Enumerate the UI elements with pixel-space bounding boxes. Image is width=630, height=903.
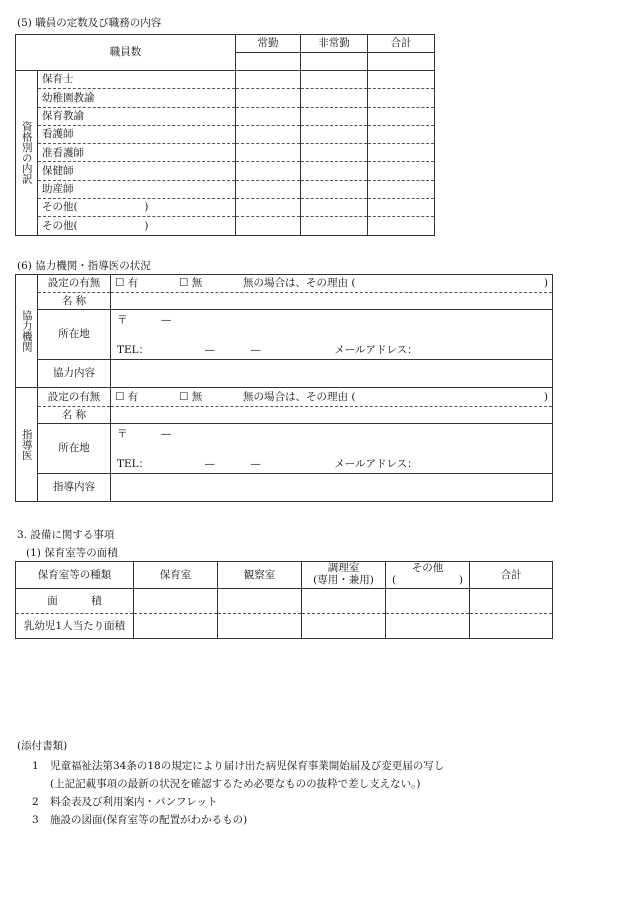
attachment-number: 1 bbox=[32, 760, 39, 772]
coop-name-field[interactable] bbox=[111, 293, 553, 310]
cell-area-total[interactable] bbox=[470, 589, 553, 614]
list-item bbox=[32, 812, 247, 827]
cell-part-time[interactable] bbox=[301, 89, 368, 107]
cell-area-observation[interactable] bbox=[218, 589, 302, 614]
qualification-label: その他( ) bbox=[38, 217, 236, 235]
cell-part-time[interactable] bbox=[301, 199, 368, 217]
header-staff-count: 職員数 bbox=[16, 35, 236, 71]
row-area-label: 面 積 bbox=[16, 589, 134, 614]
attachment-text: 料金表及び利用案内・パンフレット bbox=[50, 796, 218, 808]
doctor-opt-yes[interactable]: ☐ 有 bbox=[115, 390, 139, 403]
header-full-time: 常勤 bbox=[236, 35, 301, 53]
doctor-tel-dash-1: — bbox=[204, 458, 215, 470]
doctor-opt-no[interactable]: ☐ 無 bbox=[179, 390, 203, 403]
coop-tel-label: TEL： bbox=[117, 344, 150, 356]
coop-reason-close: ) bbox=[543, 277, 548, 290]
cell-full-time[interactable] bbox=[236, 162, 301, 180]
section-3-sub: (1) 保育室等の面積 bbox=[26, 547, 118, 559]
coop-content-label: 協力内容 bbox=[38, 360, 111, 388]
table-row bbox=[16, 125, 435, 143]
header-other-close: ) bbox=[458, 574, 463, 586]
cell-per-child-observation[interactable] bbox=[218, 614, 302, 639]
cell-total[interactable] bbox=[368, 199, 435, 217]
coop-tel-dash-1: — bbox=[204, 344, 215, 356]
qualification-label: 保育士 bbox=[38, 71, 236, 89]
doctor-content-label: 指導内容 bbox=[38, 474, 111, 502]
cell-staff-full-time[interactable] bbox=[236, 53, 301, 71]
table-row bbox=[16, 180, 435, 198]
coop-name-label: 名 称 bbox=[38, 293, 111, 310]
doctor-address-field[interactable] bbox=[111, 424, 553, 474]
table-row bbox=[16, 71, 435, 89]
cell-full-time[interactable] bbox=[236, 125, 301, 143]
doctor-tel-label: TEL： bbox=[117, 458, 150, 470]
cell-full-time[interactable] bbox=[236, 107, 301, 125]
cell-total[interactable] bbox=[368, 107, 435, 125]
header-area-total: 合計 bbox=[470, 562, 553, 589]
header-nursery-room: 保育室 bbox=[134, 562, 218, 589]
attachments-title: (添付書類) bbox=[17, 740, 68, 752]
cell-total[interactable] bbox=[368, 144, 435, 162]
cell-per-child-total[interactable] bbox=[470, 614, 553, 639]
coop-postal-dash: — bbox=[160, 314, 172, 326]
cell-part-time[interactable] bbox=[301, 162, 368, 180]
list-item bbox=[32, 776, 420, 791]
attachment-number: 2 bbox=[32, 796, 39, 808]
cell-area-kitchen[interactable] bbox=[302, 589, 386, 614]
doctor-content-field[interactable] bbox=[111, 474, 553, 502]
doctor-mail-label: メールアドレス： bbox=[334, 458, 418, 470]
coop-postal-mark: 〒 bbox=[117, 314, 128, 326]
header-other-open: ( bbox=[392, 574, 397, 586]
cell-staff-total[interactable] bbox=[368, 53, 435, 71]
coop-content-field[interactable] bbox=[111, 360, 553, 388]
cell-total[interactable] bbox=[368, 162, 435, 180]
coop-table bbox=[15, 274, 553, 502]
table-row bbox=[16, 162, 435, 180]
doctor-tel-dash-2: — bbox=[250, 458, 261, 470]
qualification-label: 准看護師 bbox=[38, 144, 236, 162]
attachment-text: (上記記載事項の最新の状況を確認するため必要なものの抜粋で差し支えない。) bbox=[50, 778, 421, 790]
cell-per-child-nursery[interactable] bbox=[134, 614, 218, 639]
cell-total[interactable] bbox=[368, 217, 435, 235]
section-6-title: (6) 協力機関・指導医の状況 bbox=[17, 260, 151, 272]
doctor-name-label: 名 称 bbox=[38, 407, 111, 424]
qualification-label: その他( ) bbox=[38, 199, 236, 217]
doctor-group-label: 指導医 bbox=[16, 388, 38, 502]
qualification-label: 保健師 bbox=[38, 162, 236, 180]
cell-per-child-kitchen[interactable] bbox=[302, 614, 386, 639]
cell-full-time[interactable] bbox=[236, 217, 301, 235]
qualification-label: 保育教諭 bbox=[38, 107, 236, 125]
coop-tel-dash-2: — bbox=[250, 344, 261, 356]
cell-full-time[interactable] bbox=[236, 89, 301, 107]
header-other: その他 bbox=[411, 562, 444, 575]
doctor-name-field[interactable] bbox=[111, 407, 553, 424]
cell-part-time[interactable] bbox=[301, 180, 368, 198]
cell-area-other[interactable] bbox=[386, 589, 470, 614]
coop-address-field[interactable] bbox=[111, 310, 553, 360]
cell-full-time[interactable] bbox=[236, 180, 301, 198]
table-row bbox=[16, 199, 435, 217]
attachment-text: 施設の図面(保育室等の配置がわかるもの) bbox=[50, 814, 248, 826]
cell-total[interactable] bbox=[368, 89, 435, 107]
cell-area-nursery[interactable] bbox=[134, 589, 218, 614]
table-row bbox=[16, 217, 435, 235]
table-row bbox=[16, 107, 435, 125]
section-3-title: 3. 設備に関する事項 bbox=[17, 529, 115, 541]
doctor-reason-close: ) bbox=[543, 390, 548, 403]
area-table bbox=[15, 561, 553, 639]
header-room-type: 保育室等の種類 bbox=[16, 562, 134, 589]
attachment-number: 3 bbox=[32, 814, 39, 826]
cell-full-time[interactable] bbox=[236, 199, 301, 217]
cell-staff-part-time[interactable] bbox=[301, 53, 368, 71]
cell-part-time[interactable] bbox=[301, 217, 368, 235]
doctor-postal-dash: — bbox=[160, 428, 172, 440]
header-observation-room: 観察室 bbox=[218, 562, 302, 589]
header-kitchen: 調理室 bbox=[327, 562, 360, 575]
doctor-reason-label: 無の場合は、その理由 ( bbox=[243, 390, 356, 403]
coop-opt-yes[interactable]: ☐ 有 bbox=[115, 277, 139, 290]
cell-total[interactable] bbox=[368, 71, 435, 89]
cell-total[interactable] bbox=[368, 180, 435, 198]
qualification-label: 看護師 bbox=[38, 125, 236, 143]
attachment-text: 児童福祉法第34条の18の規定により届け出た病児保育事業開始届及び変更届の写し bbox=[50, 760, 445, 772]
coop-address-label: 所在地 bbox=[38, 310, 111, 360]
qualification-group-label: 資格別の内訳 bbox=[16, 71, 38, 236]
cell-full-time[interactable] bbox=[236, 144, 301, 162]
header-kitchen-sub: (専用・兼用) bbox=[313, 574, 374, 586]
coop-opt-no[interactable]: ☐ 無 bbox=[179, 277, 203, 290]
header-total: 合計 bbox=[368, 35, 435, 53]
qualification-label: 幼稚園教諭 bbox=[38, 89, 236, 107]
table-row bbox=[16, 89, 435, 107]
cell-part-time[interactable] bbox=[301, 125, 368, 143]
cell-part-time[interactable] bbox=[301, 107, 368, 125]
qualification-label: 助産師 bbox=[38, 180, 236, 198]
list-item bbox=[32, 758, 444, 773]
header-part-time: 非常勤 bbox=[301, 35, 368, 53]
section-5-title: (5) 職員の定数及び職務の内容 bbox=[17, 17, 162, 29]
doctor-address-label: 所在地 bbox=[38, 424, 111, 474]
coop-has-label: 設定の有無 bbox=[38, 275, 111, 293]
row-per-child-label: 乳幼児1人当たり面積 bbox=[16, 614, 134, 639]
cell-total[interactable] bbox=[368, 125, 435, 143]
coop-reason-label: 無の場合は、その理由 ( bbox=[243, 277, 356, 290]
table-row bbox=[16, 144, 435, 162]
coop-mail-label: メールアドレス： bbox=[334, 344, 418, 356]
doctor-postal-mark: 〒 bbox=[117, 428, 128, 440]
cell-per-child-other[interactable] bbox=[386, 614, 470, 639]
cell-full-time[interactable] bbox=[236, 71, 301, 89]
staff-table bbox=[15, 34, 435, 236]
cell-part-time[interactable] bbox=[301, 144, 368, 162]
doctor-has-label: 設定の有無 bbox=[38, 388, 111, 407]
list-item bbox=[32, 794, 217, 809]
coop-group-label: 協力機関 bbox=[16, 275, 38, 388]
cell-part-time[interactable] bbox=[301, 71, 368, 89]
